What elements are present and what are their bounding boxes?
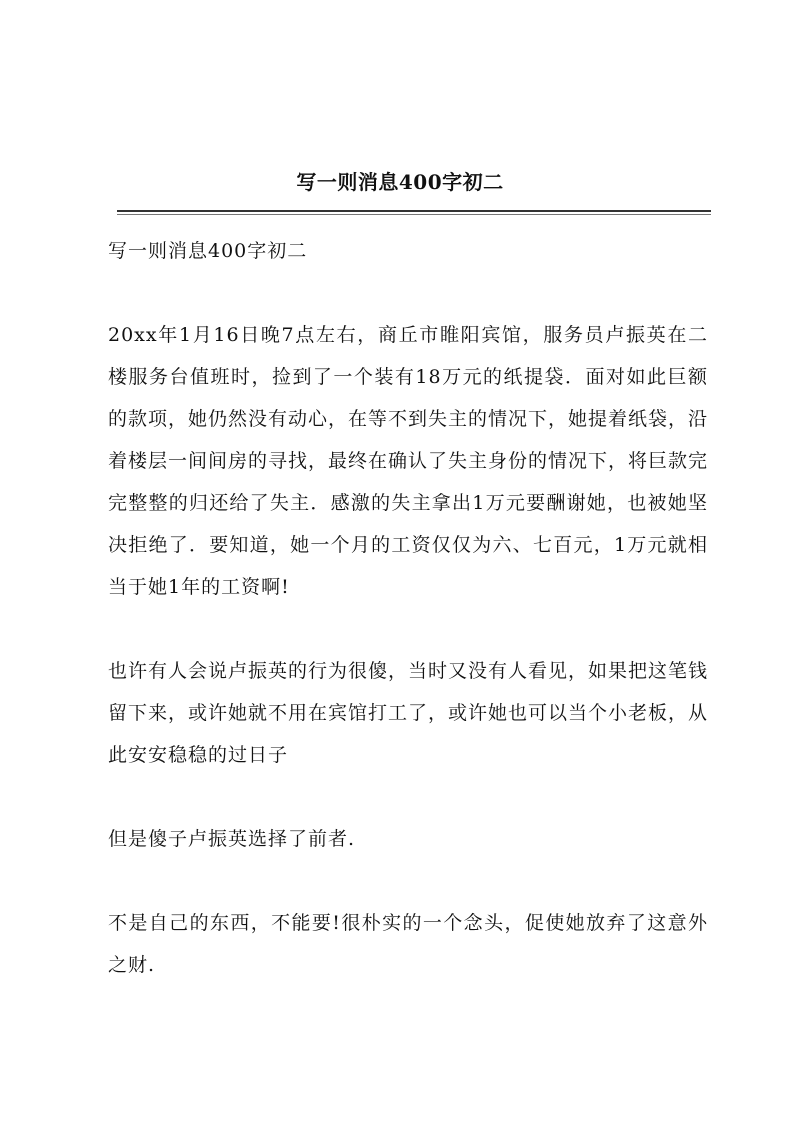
title-divider <box>117 210 711 215</box>
document-subtitle: 写一则消息400字初二 <box>108 240 308 262</box>
document-body <box>108 230 708 986</box>
paragraph-4: 不是自己的东西，不能要!很朴实的一个念头，促使她放弃了这意外之财. <box>108 912 708 976</box>
paragraph-2: 也许有人会说卢振英的行为很傻，当时又没有人看见，如果把这笔钱留下来，或许她就不用在宾馆打工了，或许她也可以当个小老板，从此安安稳稳的过日子 <box>108 660 709 766</box>
paragraph-3: 但是傻子卢振英选择了前者. <box>108 828 356 850</box>
paragraph-1: 20xx年1月16日晚7点左右，商丘市睢阳宾馆，服务员卢振英在二楼服务台值班时，捡到了一个装有18万元的纸提袋．面对如此巨额的款项，她仍然没有动心，在等不到失主的情况下，她提着纸袋，沿着楼层一间间房的寻找，最终在确认了失主身份的情况下，将巨款完完整整的归还给了失主．感激的失主拿出1万元要酬谢她，也被她坚决拒绝了．要知道，她一个月的工资仅仅为六、七百元，1万元就相当于她1年的工资啊! <box>108 324 709 598</box>
document-title: 写一则消息400字初二 <box>296 170 504 194</box>
